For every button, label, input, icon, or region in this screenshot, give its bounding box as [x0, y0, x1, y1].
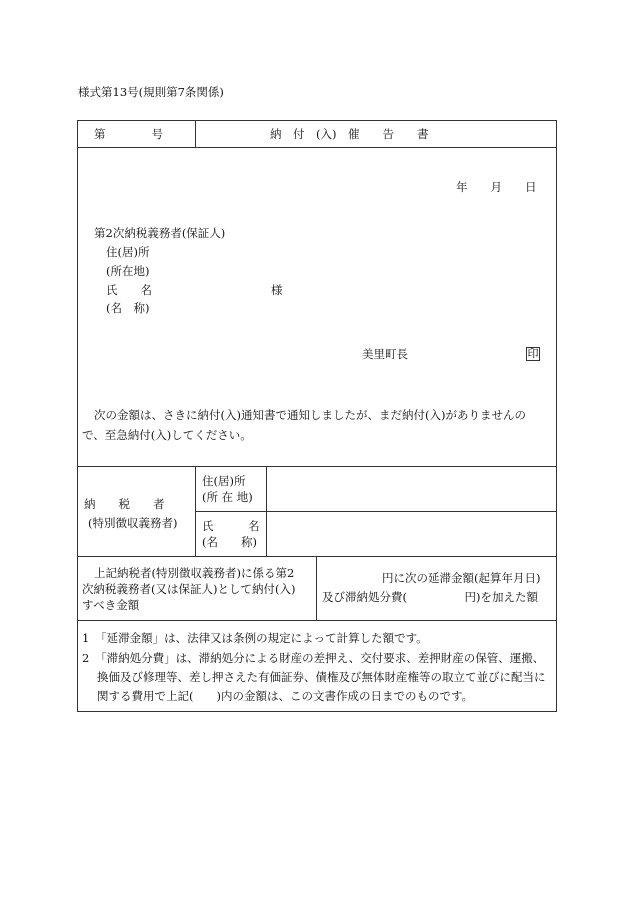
taxpayer-name-label: 氏 名: [202, 519, 260, 533]
header-col-divider: [195, 120, 196, 147]
recipient-location-label: (所在地): [106, 264, 150, 278]
recipient-role: 第2次納税義務者(保証人): [94, 226, 226, 240]
taxpayer-bottom-divider: [77, 556, 557, 557]
note-3: 換価及び修理等、差し押さえた有価証券、債権及び無体財産権等の取立て並びに配当に: [97, 670, 546, 684]
taxpayer-mid-divider: [195, 511, 557, 512]
taxpayer-label: 納 税 者: [84, 497, 165, 511]
recipient-address-label: 住(居)所: [106, 245, 150, 259]
note-1: 1 「延滞金額」は、法律又は条例の規定によって計算した額です。: [82, 631, 428, 645]
number-label: 第 号: [94, 127, 163, 141]
taxpayer-name-alt-label: (名 称): [202, 535, 257, 549]
note-2: 2 「滞納処分費」は、滞納処分による財産の差押え、交付要求、差押財産の保管、運搬、: [82, 651, 545, 665]
header-divider: [77, 147, 557, 148]
message-line-1: 次の金額は、さきに納付(入)通知書で通知しましたが、まだ納付(入)がありませんの: [94, 408, 526, 422]
amount-right-line-2: 及び滞納処分費( 円)を加えた額: [322, 590, 538, 604]
taxpayer-sublabel: (特別徴収義務者): [88, 516, 178, 530]
form-id: 様式第13号(規則第7条関係): [78, 85, 224, 99]
taxpayer-location-label: (所 在 地): [202, 490, 253, 504]
amount-right-line-1: 円に次の延滞金額(起算年月日): [382, 571, 541, 585]
note-4: 関する費用で上記( )内の金額は、この文書作成の日までのものです。: [97, 689, 474, 703]
date-line: 年 月 日: [456, 180, 537, 194]
honorific: 様: [271, 283, 283, 297]
issuer-title: 美里町長: [362, 347, 408, 361]
amount-left-line-1: 上記納税者(特別徴収義務者)に係る第2: [94, 566, 295, 580]
seal-icon: 印: [527, 347, 539, 360]
amount-bottom-divider: [77, 620, 557, 621]
amount-col-divider: [316, 556, 317, 620]
amount-left-line-3: すべき金額: [82, 598, 140, 612]
taxpayer-top-divider: [77, 466, 557, 467]
recipient-name-label: 氏 名: [106, 283, 152, 297]
message-line-2: で、至急納付(入)してください。: [82, 428, 252, 442]
document-title: 納 付 (入) 催 告 書: [270, 127, 429, 141]
recipient-name-alt-label: (名 称): [106, 301, 150, 315]
taxpayer-address-label: 住(居)所: [202, 474, 246, 488]
amount-left-line-2: 次納税義務者(又は保証人)として納付(入): [82, 582, 296, 596]
